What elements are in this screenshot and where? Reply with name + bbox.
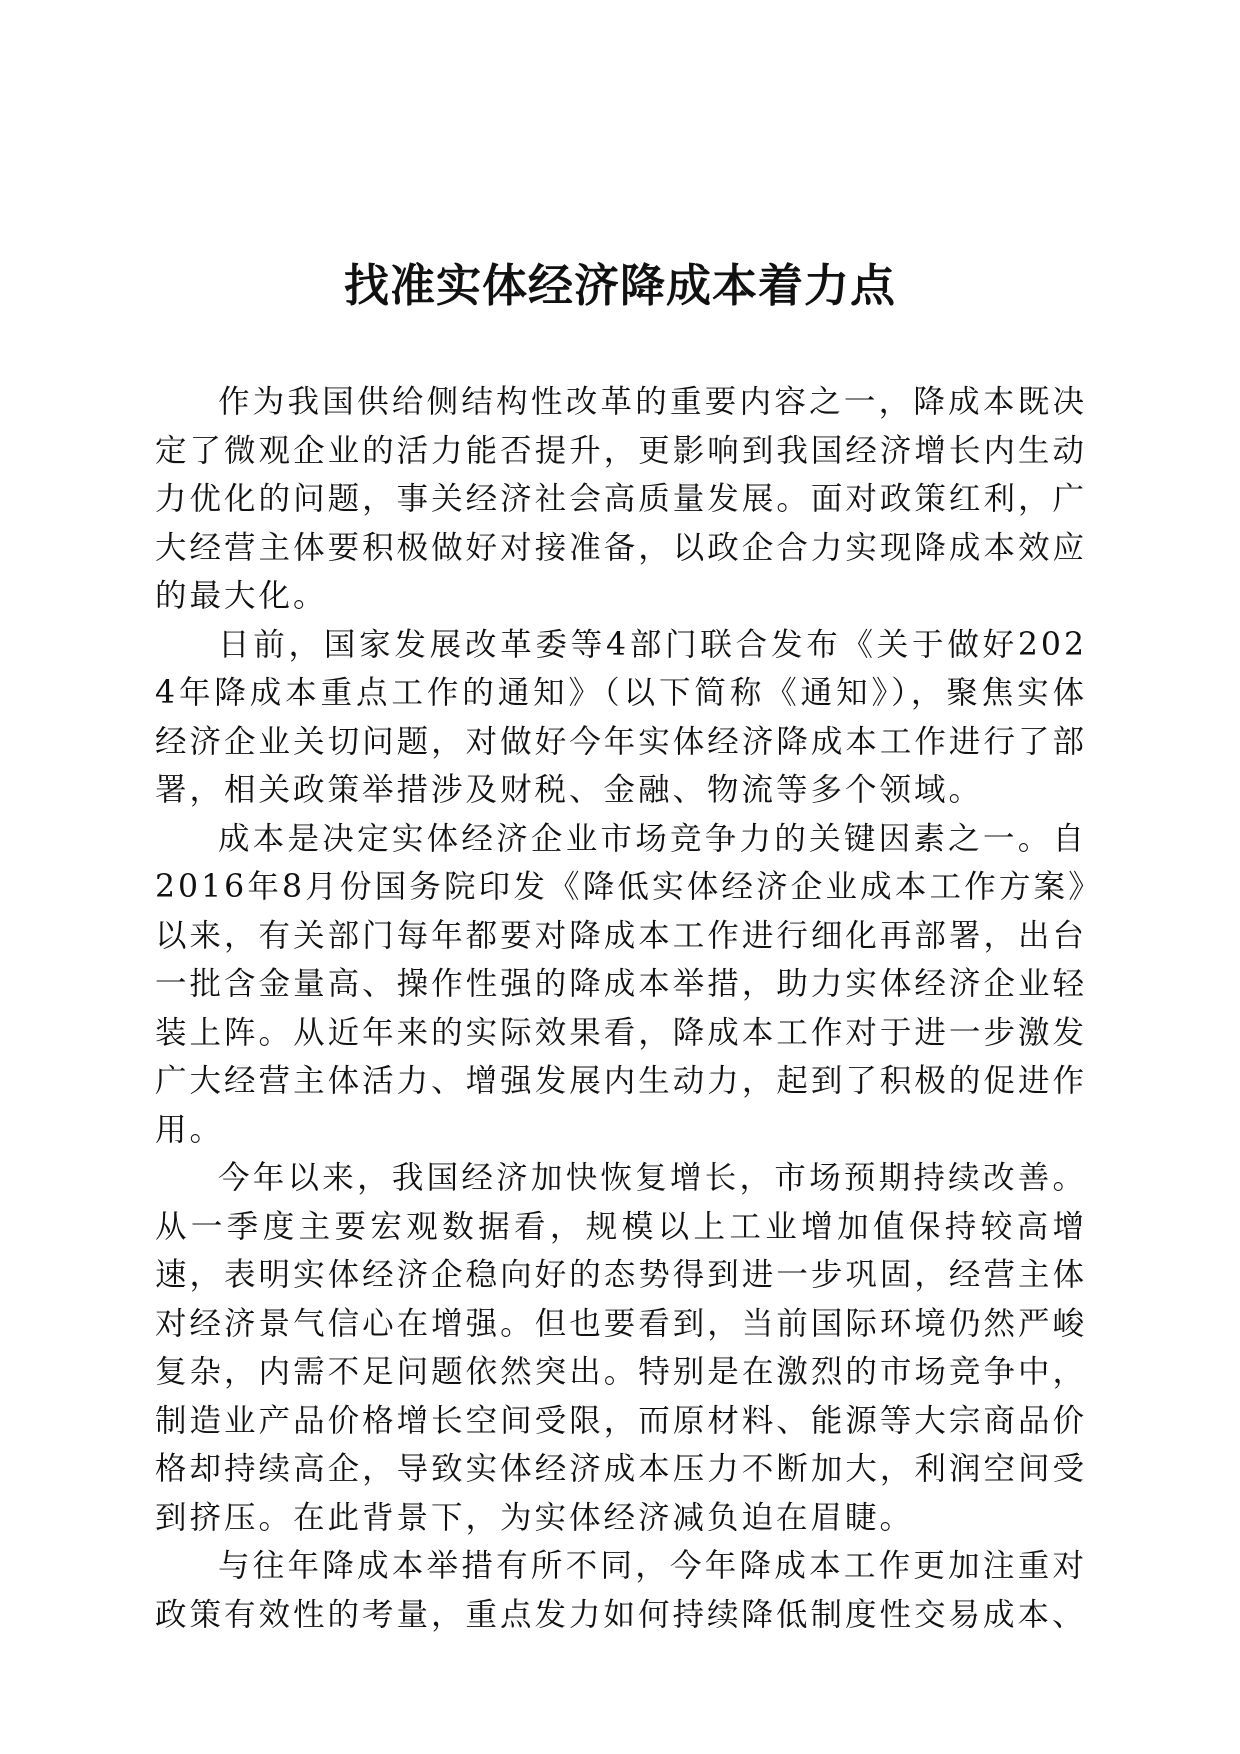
paragraph-2: 日前，国家发展改革委等4部门联合发布《关于做好2024年降成本重点工作的通知》（以下简称《通知》），聚焦实体经济企业关切问题，对做好今年实体经济降成本工作进行了部署，相关政策举措涉及财税、金融、物流等多个领域。 — [155, 626, 1087, 808]
paragraph-5: 与往年降成本举措有所不同，今年降成本工作更加注重对政策有效性的考量，重点发力如何持续降低制度性交易成本、 — [155, 1548, 1087, 1633]
document-body — [155, 378, 1087, 1639]
paragraph-3: 成本是决定实体经济企业市场竞争力的关键因素之一。自2016年8月份国务院印发《降低实体经济企业成本工作方案》以来，有关部门每年都要对降成本工作进行细化再部署，出台一批含金量高、操作性强的降成本举措，助力实体经济企业轻装上阵。从近年来的实际效果看，降成本工作对于进一步激发广大经营主体活力、增强发展内生动力，起到了积极的促进作用。 — [155, 820, 1087, 1148]
paragraph-1: 作为我国供给侧结构性改革的重要内容之一，降成本既决定了微观企业的活力能否提升，更影响到我国经济增长内生动力优化的问题，事关经济社会高质量发展。面对政策红利，广大经营主体要积极做好对接准备，以政企合力实现降成本效应的最大化。 — [155, 384, 1087, 614]
paragraph-4: 今年以来，我国经济加快恢复增长，市场预期持续改善。从一季度主要宏观数据看，规模以上工业增加值保持较高增速，表明实体经济企稳向好的态势得到进一步巩固，经营主体对经济景气信心在增强。但也要看到，当前国际环境仍然严峻复杂，内需不足问题依然突出。特别是在激烈的市场竞争中，制造业产品价格增长空间受限，而原材料、能源等大宗商品价格却持续高企，导致实体经济成本压力不断加大，利润空间受到挤压。在此背景下，为实体经济减负迫在眉睫。 — [155, 1160, 1087, 1536]
document-title: 找准实体经济降成本着力点 — [343, 259, 896, 312]
